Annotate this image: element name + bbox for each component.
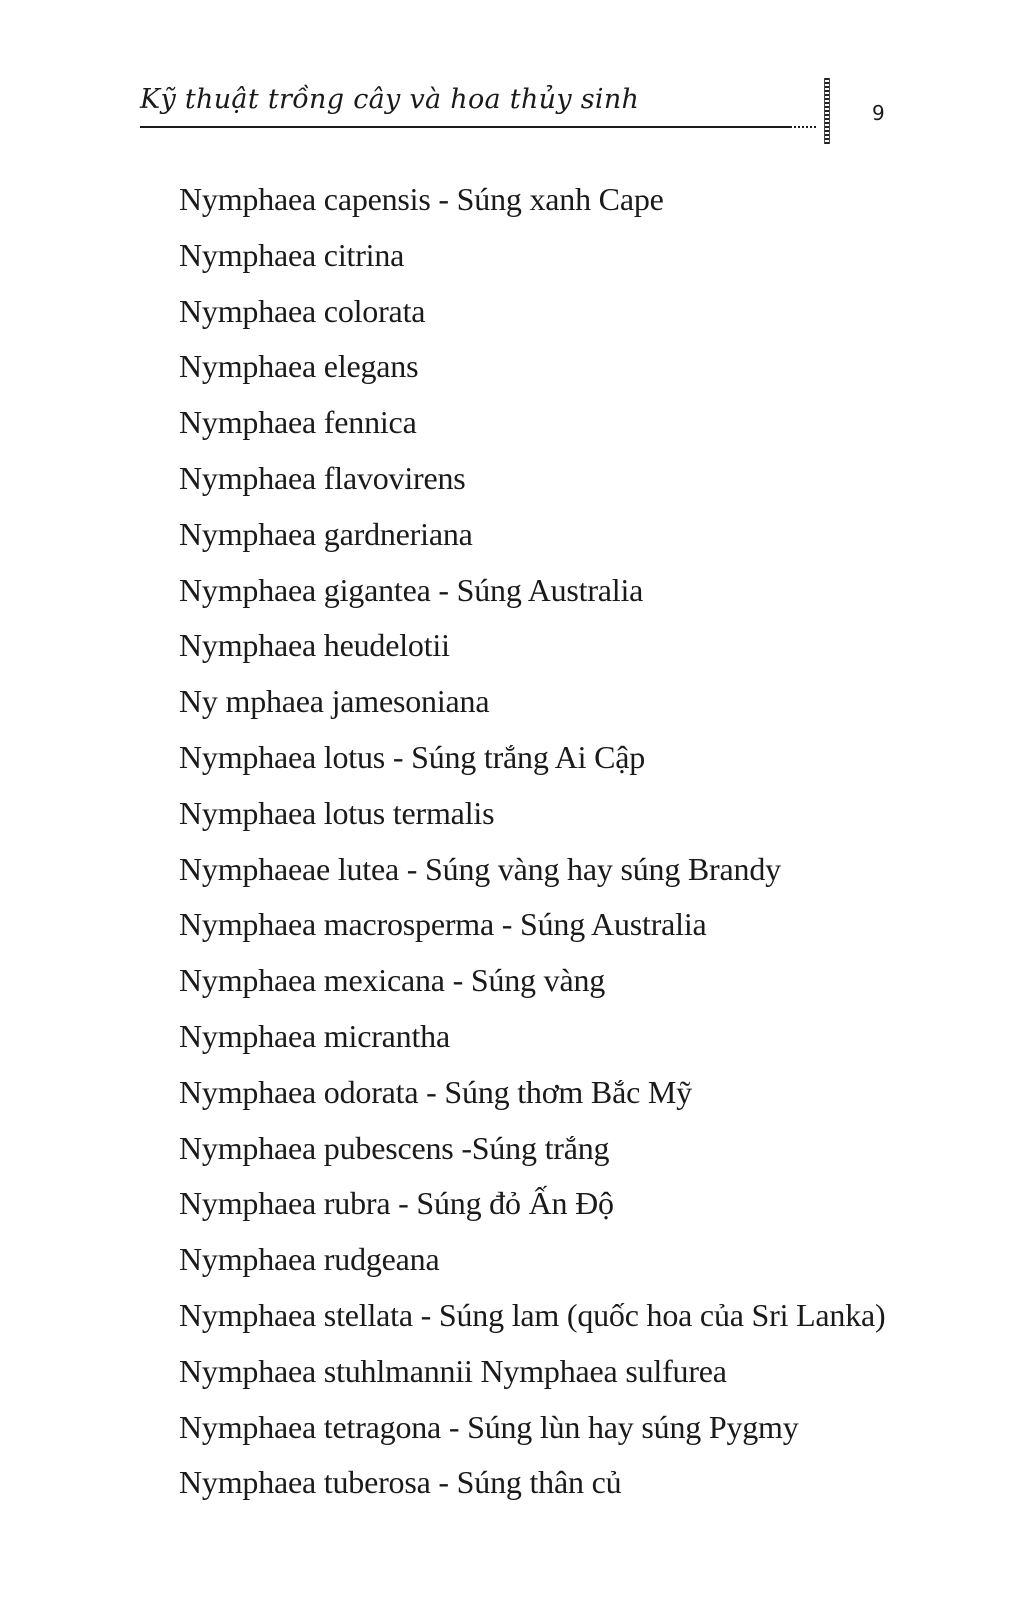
header-divider-ornament xyxy=(824,78,830,144)
list-item: Nymphaea lotus - Súng trắng Ai Cập xyxy=(179,738,646,775)
list-item: Nymphaea tuberosa - Súng thân củ xyxy=(179,1464,622,1501)
list-item: Nymphaea gigantea - Súng Australia xyxy=(179,571,644,608)
page-number: 9 xyxy=(872,101,885,125)
header-rule xyxy=(140,126,816,128)
list-item: Nymphaea colorata xyxy=(179,292,426,329)
list-item: Nymphaea mexicana - Súng vàng xyxy=(179,962,606,999)
list-item: Nymphaeae lutea - Súng vàng hay súng Brandy xyxy=(179,850,781,887)
list-item: Nymphaea odorata - Súng thơm Bắc Mỹ xyxy=(179,1073,692,1110)
list-item: Nymphaea rudgeana xyxy=(179,1241,440,1278)
list-item: Nymphaea fennica xyxy=(179,404,417,441)
list-item: Nymphaea rubra - Súng đỏ Ấn Độ xyxy=(179,1185,614,1222)
list-item: Ny mphaea jamesoniana xyxy=(179,683,490,720)
list-item: Nymphaea stellata - Súng lam (quốc hoa của Sri Lanka) xyxy=(179,1296,886,1333)
list-item: Nymphaea heudelotii xyxy=(179,627,450,664)
list-item: Nymphaea tetragona - Súng lùn hay súng Pygmy xyxy=(179,1408,799,1445)
list-item: Nymphaea capensis - Súng xanh Cape xyxy=(179,181,664,217)
list-item: Nymphaea flavovirens xyxy=(179,459,466,496)
list-item: Nymphaea micrantha xyxy=(179,1017,450,1054)
list-item: Nymphaea pubescens -Súng trắng xyxy=(179,1129,610,1166)
list-item: Nymphaea citrina xyxy=(179,236,405,273)
running-title: Kỹ thuật trồng cây và hoa thủy sinh xyxy=(140,84,640,115)
list-item: Nymphaea macrosperma - Súng Australia xyxy=(179,906,707,943)
species-list xyxy=(179,172,886,1511)
list-item: Nymphaea lotus termalis xyxy=(179,794,495,831)
header-rule-ornament xyxy=(790,126,816,128)
list-item: Nymphaea gardneriana xyxy=(179,515,473,552)
list-item: Nymphaea stuhlmannii Nymphaea sulfurea xyxy=(179,1352,727,1389)
list-item: Nymphaea elegans xyxy=(179,348,419,385)
